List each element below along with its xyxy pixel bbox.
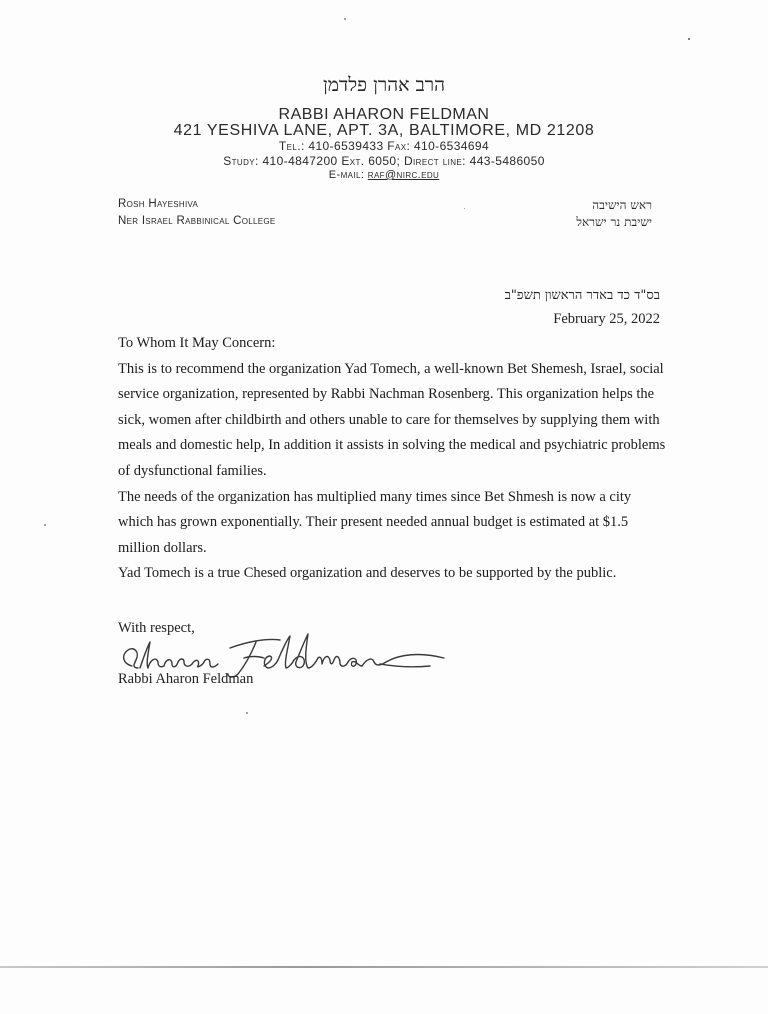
signer-name: Rabbi Aharon Feldman — [118, 671, 254, 687]
title-rosh-hayeshiva-hebrew: ראש הישיבה — [592, 198, 652, 212]
closing: With respect, — [118, 620, 195, 636]
scan-speck — [246, 712, 248, 714]
hebrew-date: בס"ד כד באדר הראשון תשפ"ב — [504, 288, 660, 303]
scan-speck — [44, 524, 46, 526]
letterhead-study-phone: Study: 410-4847200 Ext. 6050; Direct line: 443-5486050 — [223, 154, 545, 168]
letter-body — [118, 331, 666, 587]
letterhead-phone-fax: Tel.: 410-6539433 Fax: 410-6534694 — [278, 139, 490, 153]
email-link[interactable]: raf@nirc.edu — [367, 169, 440, 181]
letterhead-email-line — [0, 169, 768, 181]
scan-edge-line — [0, 966, 768, 968]
title-ner-israel: Ner Israel Rabbinical College — [118, 215, 276, 227]
paragraph-1: This is to recommend the organization Yad Tomech, a well-known Bet Shemesh, Israel, social service organization, represented by Rabbi Nachman Rosenberg. This organization helps the sick, women after childbirth and others unable to care for themselves by supplying them with meals and domestic help, In addition it assists in solving the medical and psychiatric problems of dysfunctional families. — [118, 360, 666, 479]
letterhead-english-name: RABBI AHARON FELDMAN — [278, 106, 490, 123]
scan-speck — [464, 208, 465, 209]
letterhead-address: 421 YESHIVA LANE, APT. 3A, BALTIMORE, MD 21208 — [173, 122, 595, 139]
title-rosh-hayeshiva: Rosh Hayeshiva — [118, 198, 199, 210]
letter-date: February 25, 2022 — [553, 311, 660, 327]
paragraph-2: The needs of the organization has multiplied many times since Bet Shmesh is now a city which has grown exponentially. Their present needed annual budget is estimated at $1.5 million dollars. — [118, 488, 632, 556]
paragraph-3: Yad Tomech is a true Chesed organization and deserves to be supported by the public. — [118, 565, 617, 582]
salutation: To Whom It May Concern: — [118, 335, 276, 351]
letterhead-hebrew-name: הרב אהרן פלדמן — [322, 74, 446, 96]
title-ner-israel-hebrew: ישיבת נר ישראל — [576, 215, 652, 229]
scan-speck — [344, 18, 346, 20]
email-label: E-mail: — [328, 169, 365, 181]
scan-speck — [688, 38, 690, 40]
